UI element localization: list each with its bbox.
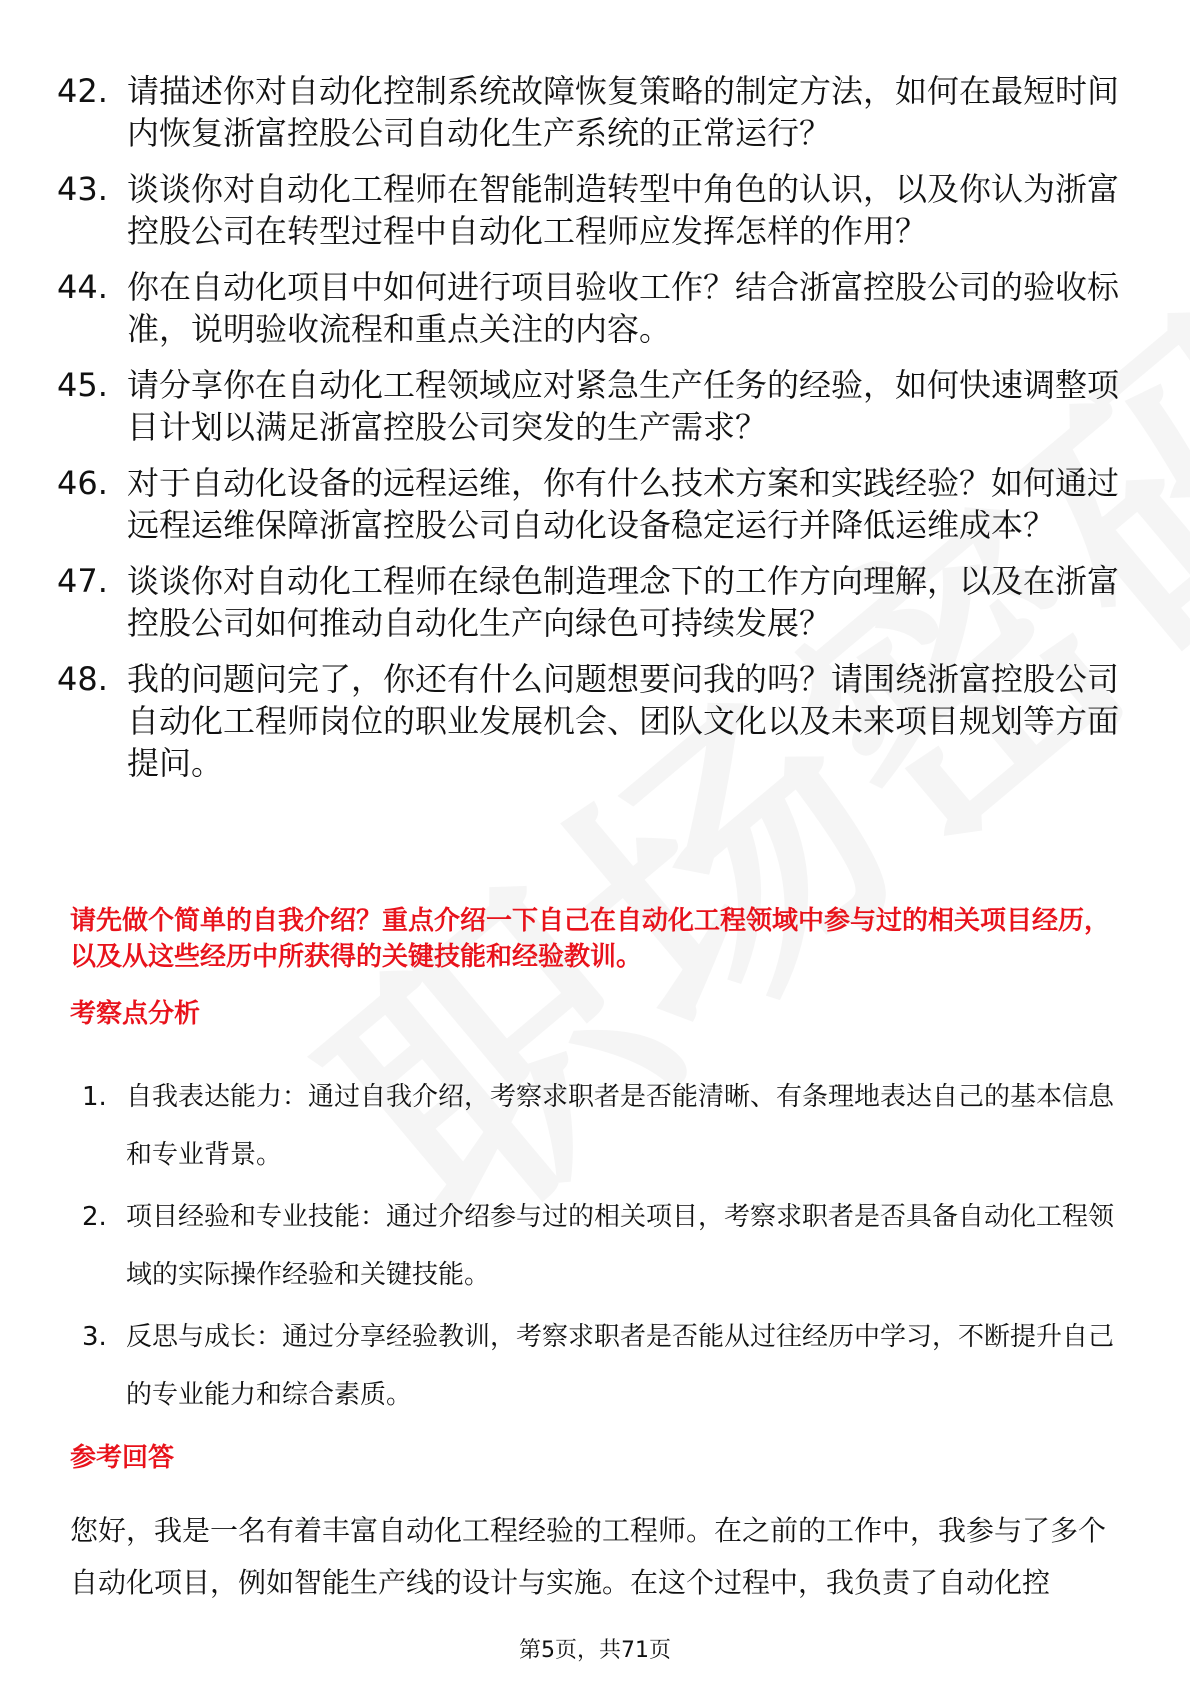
question-list — [57, 70, 1137, 798]
highlight-question: 请先做个简单的自我介绍？重点介绍一下自己在自动化工程领域中参与过的相关项目经历，以及从这些经历中所获得的关键技能和经验教训。 — [70, 906, 1111, 972]
analysis-list — [82, 1068, 1127, 1428]
question-text: 谈谈你对自动化工程师在绿色制造理念下的工作方向理解，以及在浙富控股公司如何推动自动化生产向绿色可持续发展？ — [127, 562, 1120, 642]
question-item — [57, 658, 1137, 784]
question-item — [57, 70, 1137, 154]
analysis-item — [82, 1068, 1127, 1184]
question-text: 谈谈你对自动化工程师在智能制造转型中角色的认识，以及你认为浙富控股公司在转型过程中自动化工程师应发挥怎样的作用？ — [127, 170, 1120, 250]
question-item — [57, 266, 1137, 350]
answer-heading: 参考回答 — [70, 1443, 175, 1473]
analysis-number: 2. — [82, 1202, 107, 1232]
question-text: 你在自动化项目中如何进行项目验收工作？结合浙富控股公司的验收标准，说明验收流程和重点关注的内容。 — [127, 268, 1120, 348]
analysis-item — [82, 1188, 1127, 1304]
question-item — [57, 560, 1137, 644]
question-number: 47. — [57, 562, 108, 600]
analysis-text: 自我表达能力：通过自我介绍，考察求职者是否能清晰、有条理地表达自己的基本信息和专业背景。 — [126, 1082, 1115, 1170]
analysis-heading: 考察点分析 — [70, 999, 201, 1029]
question-number: 44. — [57, 268, 108, 306]
question-text: 对于自动化设备的远程运维，你有什么技术方案和实践经验？如何通过远程运维保障浙富控股公司自动化设备稳定运行并降低运维成本？ — [127, 464, 1120, 544]
question-item — [57, 364, 1137, 448]
analysis-text: 项目经验和专业技能：通过介绍参与过的相关项目，考察求职者是否具备自动化工程领域的实际操作经验和关键技能。 — [126, 1202, 1115, 1290]
analysis-item — [82, 1308, 1127, 1424]
question-item — [57, 462, 1137, 546]
question-number: 45. — [57, 366, 108, 404]
question-text: 请描述你对自动化控制系统故障恢复策略的制定方法，如何在最短时间内恢复浙富控股公司自动化生产系统的正常运行？ — [127, 72, 1120, 152]
analysis-number: 1. — [82, 1082, 107, 1112]
question-number: 43. — [57, 170, 108, 208]
question-number: 46. — [57, 464, 108, 502]
question-number: 48. — [57, 660, 108, 698]
analysis-text: 反思与成长：通过分享经验教训，考察求职者是否能从过往经历中学习，不断提升自己的专业能力和综合素质。 — [126, 1322, 1115, 1410]
question-item — [57, 168, 1137, 252]
answer-paragraph: 您好，我是一名有着丰富自动化工程经验的工程师。在之前的工作中，我参与了多个自动化项目，例如智能生产线的设计与实施。在这个过程中，我负责了自动化控 — [70, 1514, 1107, 1599]
page-number: 第5页，共71页 — [519, 1638, 671, 1663]
analysis-number: 3. — [82, 1322, 107, 1352]
question-number: 42. — [57, 72, 108, 110]
question-text: 我的问题问完了，你还有什么问题想要问我的吗？请围绕浙富控股公司自动化工程师岗位的职业发展机会、团队文化以及未来项目规划等方面提问。 — [127, 660, 1120, 782]
question-text: 请分享你在自动化工程领域应对紧急生产任务的经验，如何快速调整项目计划以满足浙富控股公司突发的生产需求？ — [127, 366, 1120, 446]
